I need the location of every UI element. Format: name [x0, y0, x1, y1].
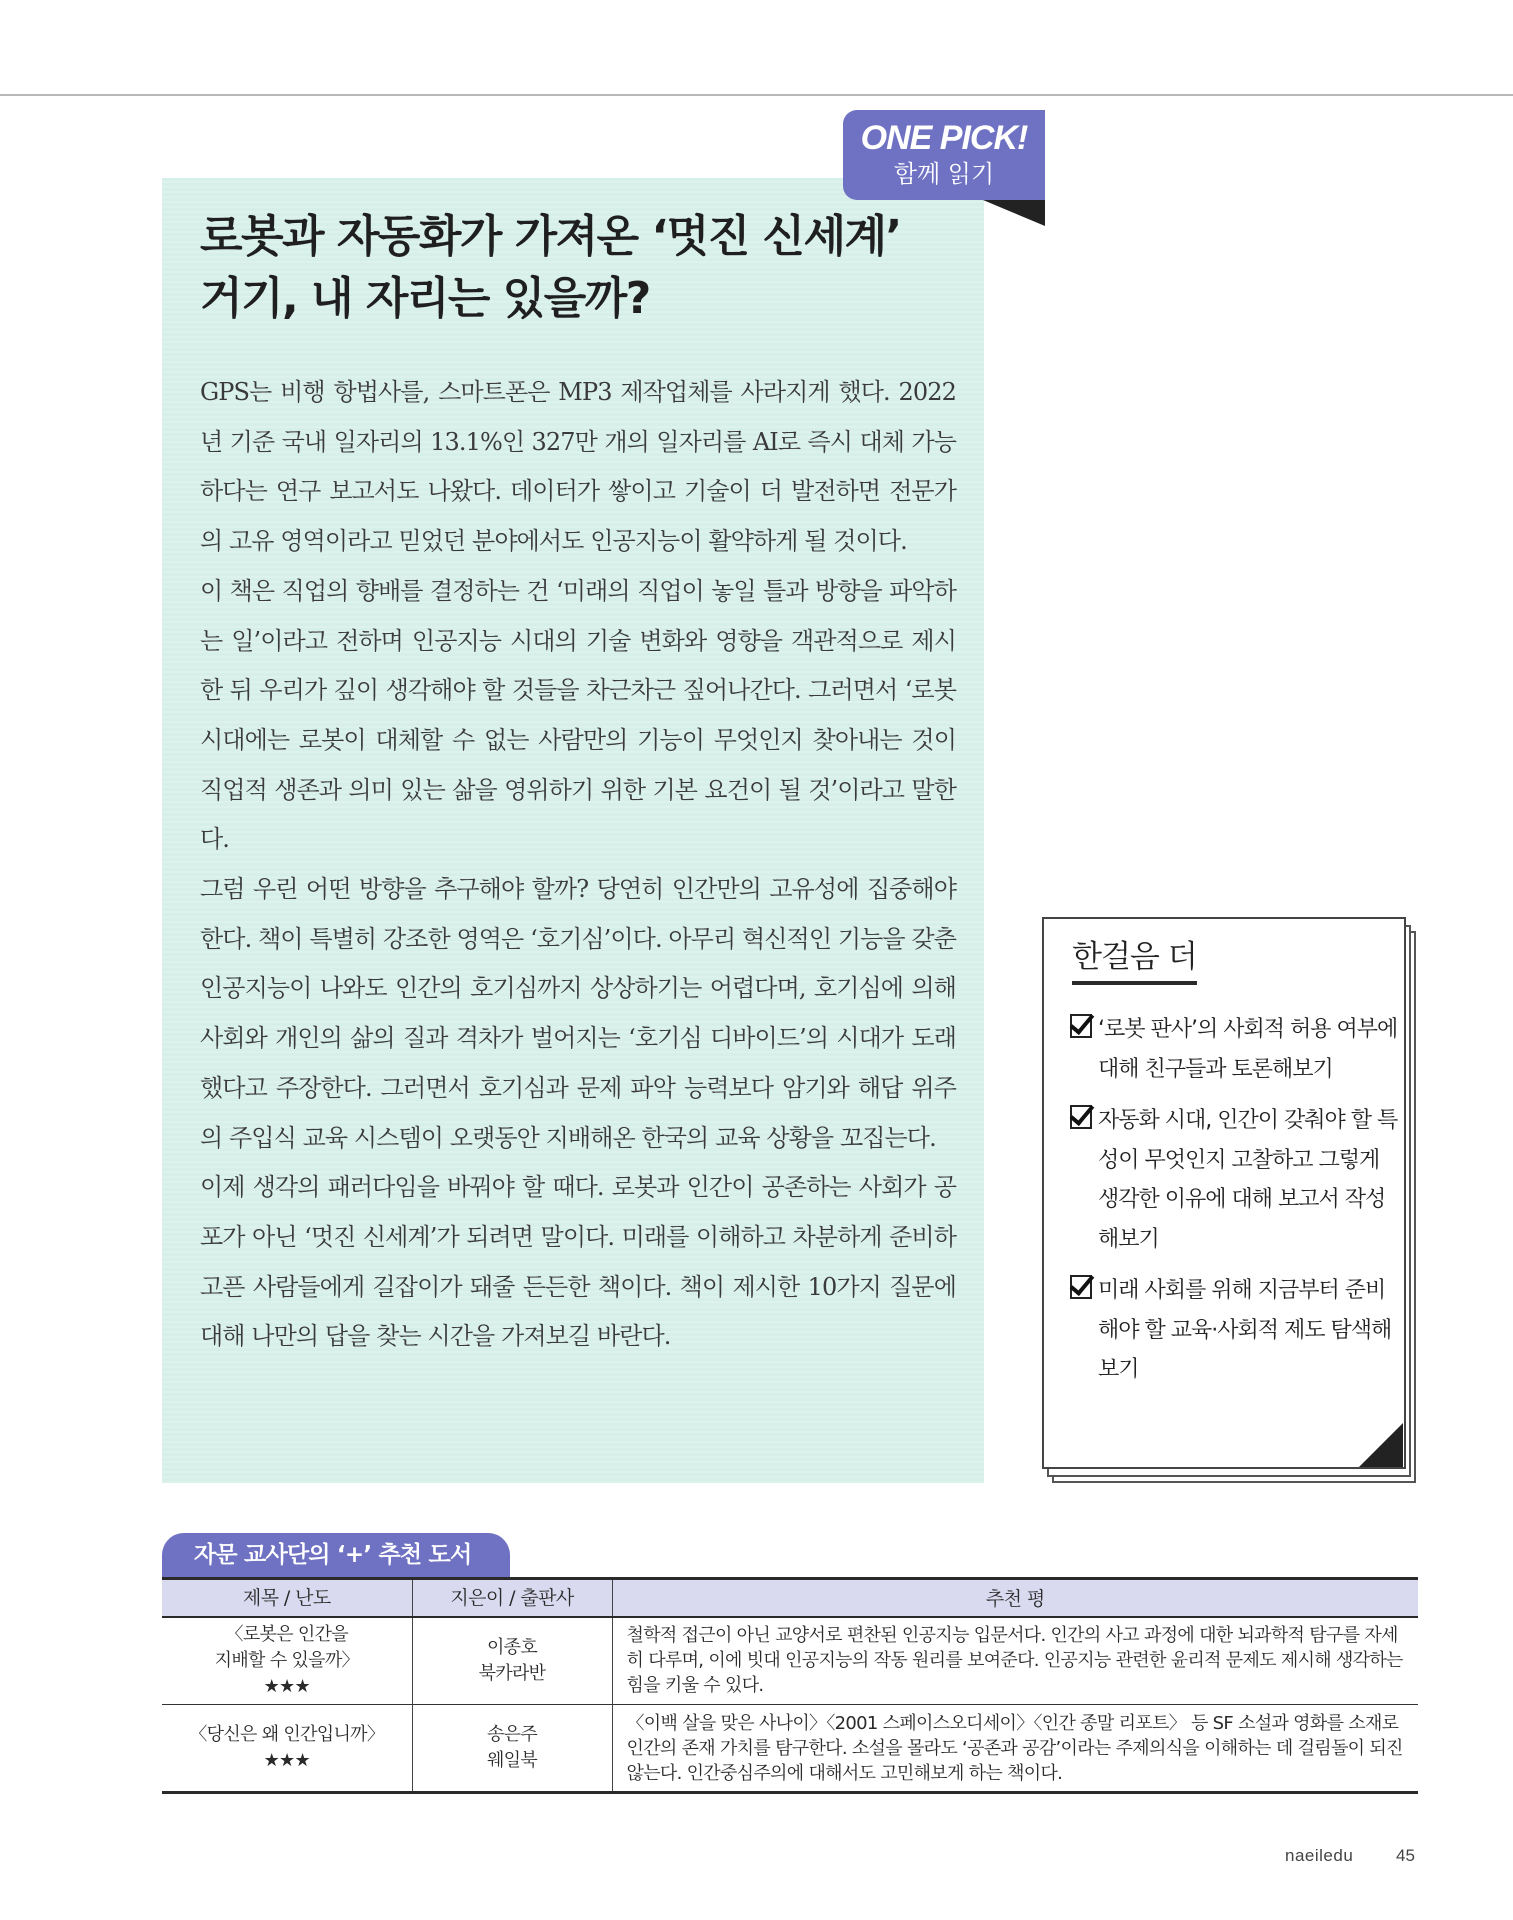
- top-divider: [0, 94, 1513, 96]
- checkbox-check-icon: [1070, 1105, 1092, 1129]
- book-title-line: 〈당신은 왜 인간입니까〉: [189, 1724, 385, 1745]
- book-title-cell: [162, 1705, 412, 1793]
- article-headline: [200, 206, 960, 330]
- article-paragraph: GPS는 비행 항법사를, 스마트폰은 MP3 제작업체를 사라지게 했다. 2022년 기준 국내 일자리의 13.1%인 327만 개의 일자리를 AI로 즉시 대체 가능하다는 연구 보고서도 나왔다. 데이터가 쌓이고 기술이 더 발전하면 전문가의 고유 영역이라고 믿었던 분야에서도 인공지능이 활약하게 될 것이다.: [200, 378, 956, 556]
- author-name: 송은주: [486, 1724, 538, 1745]
- recommend-tab: 자문 교사단의 ‘+’ 추천 도서: [162, 1533, 510, 1577]
- book-title-line: 〈로봇은 인간을: [225, 1623, 348, 1645]
- badge-subtitle: 함께 읽기: [893, 160, 995, 188]
- headline-line-2: 거기, 내 자리는 있을까?: [200, 273, 650, 324]
- table-row: [162, 1617, 1418, 1705]
- note-corner-fold: [1359, 1423, 1403, 1467]
- table-header-row: [162, 1579, 1418, 1617]
- article-paragraph: 이제 생각의 패러다임을 바꿔야 할 때다. 로봇과 인간이 공존하는 사회가 공포가 아닌 ‘멋진 신세계’가 되려면 말이다. 미래를 이해하고 차분하게 준비하고픈 사람들에게 길잡이가 돼줄 든든한 책이다. 책이 제시한 10가지 질문에 대해 나만의 답을 찾는 시간을 가져보길 바란다.: [200, 1173, 956, 1351]
- table-row: [162, 1705, 1418, 1793]
- badge-title: ONE PICK!: [860, 119, 1028, 157]
- side-note-item-text: 미래 사회를 위해 지금부터 준비해야 할 교육·사회적 제도 탐색해보기: [1098, 1278, 1392, 1382]
- article-paragraph: 그럼 우린 어떤 방향을 추구해야 할까? 당연히 인간만의 고유성에 집중해야 한다. 책이 특별히 강조한 영역은 ‘호기심’이다. 아무리 혁신적인 기능을 갖춘 인공지능이 나와도 인간의 호기심까지 상상하기는 어렵다며, 호기심에 의해 사회와 개인의 삶의 질과 격차가 벌어지는 ‘호기심 디바이드’의 시대가 도래했다고 주장한다. 그러면서 호기심과 문제 파악 능력보다 암기와 해답 위주의 주입식 교육 시스템이 오랫동안 지배해온 한국의 교육 상황을 꼬집는다.: [200, 875, 956, 1152]
- difficulty-stars: ★★★: [263, 1750, 310, 1771]
- book-title-cell: [162, 1617, 412, 1705]
- recommend-table: [162, 1577, 1418, 1794]
- side-note-title: 한걸음 더: [1072, 937, 1197, 985]
- col-header-author: 지은이 / 출판사: [412, 1579, 612, 1617]
- side-note-item-text: 자동화 시대, 인간이 갖춰야 할 특성이 무엇인지 고찰하고 그렇게 생각한 이유에 대해 보고서 작성해보기: [1098, 1108, 1398, 1252]
- col-header-review: 추천 평: [612, 1579, 1418, 1617]
- book-title-line: 지배할 수 있을까〉: [214, 1649, 359, 1671]
- review-cell: 철학적 접근이 아닌 교양서로 편찬된 인공지능 입문서다. 인간의 사고 과정에 대한 뇌과학적 탐구를 자세히 다루며, 이에 빗대 인공지능의 작동 원리를 보여준다. 인공지능 관련한 윤리적 문제도 제시해 생각하는 힘을 키울 수 있다.: [612, 1617, 1418, 1705]
- side-note-item: [1070, 1010, 1400, 1089]
- publisher-name: 북카라반: [478, 1662, 546, 1684]
- side-note-item: [1070, 1101, 1400, 1259]
- side-note-list: [1070, 1010, 1400, 1402]
- author-cell: [412, 1617, 612, 1705]
- author-cell: [412, 1705, 612, 1793]
- author-name: 이종호: [486, 1636, 538, 1658]
- page-number: 45: [1396, 1846, 1415, 1865]
- one-pick-badge: [843, 110, 1045, 200]
- article-paragraph: 이 책은 직업의 향배를 결정하는 건 ‘미래의 직업이 놓일 틀과 방향을 파악하는 일’이라고 전하며 인공지능 시대의 기술 변화와 영향을 객관적으로 제시한 뒤 우리가 깊이 생각해야 할 것들을 차근차근 짚어나간다. 그러면서 ‘로봇 시대에는 로봇이 대체할 수 없는 사람만의 기능이 무엇인지 찾아내는 것이 직업적 생존과 의미 있는 삶을 영위하기 위한 기본 요건이 될 것’이라고 말한다.: [200, 576, 956, 854]
- side-note-item-text: ‘로봇 판사’의 사회적 허용 여부에 대해 친구들과 토론해보기: [1098, 1017, 1398, 1082]
- footer-brand: naeiledu: [1285, 1846, 1354, 1865]
- difficulty-stars: ★★★: [263, 1675, 310, 1697]
- checkbox-check-icon: [1070, 1275, 1092, 1299]
- side-note-item: [1070, 1271, 1400, 1390]
- badge-fold-shadow: [983, 200, 1045, 226]
- publisher-name: 웨일북: [486, 1750, 538, 1771]
- article-body: [200, 368, 956, 1362]
- review-cell: 〈이백 살을 맞은 사나이〉〈2001 스페이스오디세이〉〈인간 종말 리포트〉 등 SF 소설과 영화를 소재로 인간의 존재 가치를 탐구한다. 소설을 몰라도 ‘공존과 공감’이라는 주제의식을 이해하는 데 걸림돌이 되진 않는다. 인간중심주의에 대해서도 고민해보게 하는 책이다.: [612, 1705, 1418, 1793]
- col-header-title: 제목 / 난도: [162, 1579, 412, 1617]
- checkbox-check-icon: [1070, 1014, 1092, 1038]
- headline-line-1: 로봇과 자동화가 가져온 ‘멋진 신세계’: [200, 211, 901, 262]
